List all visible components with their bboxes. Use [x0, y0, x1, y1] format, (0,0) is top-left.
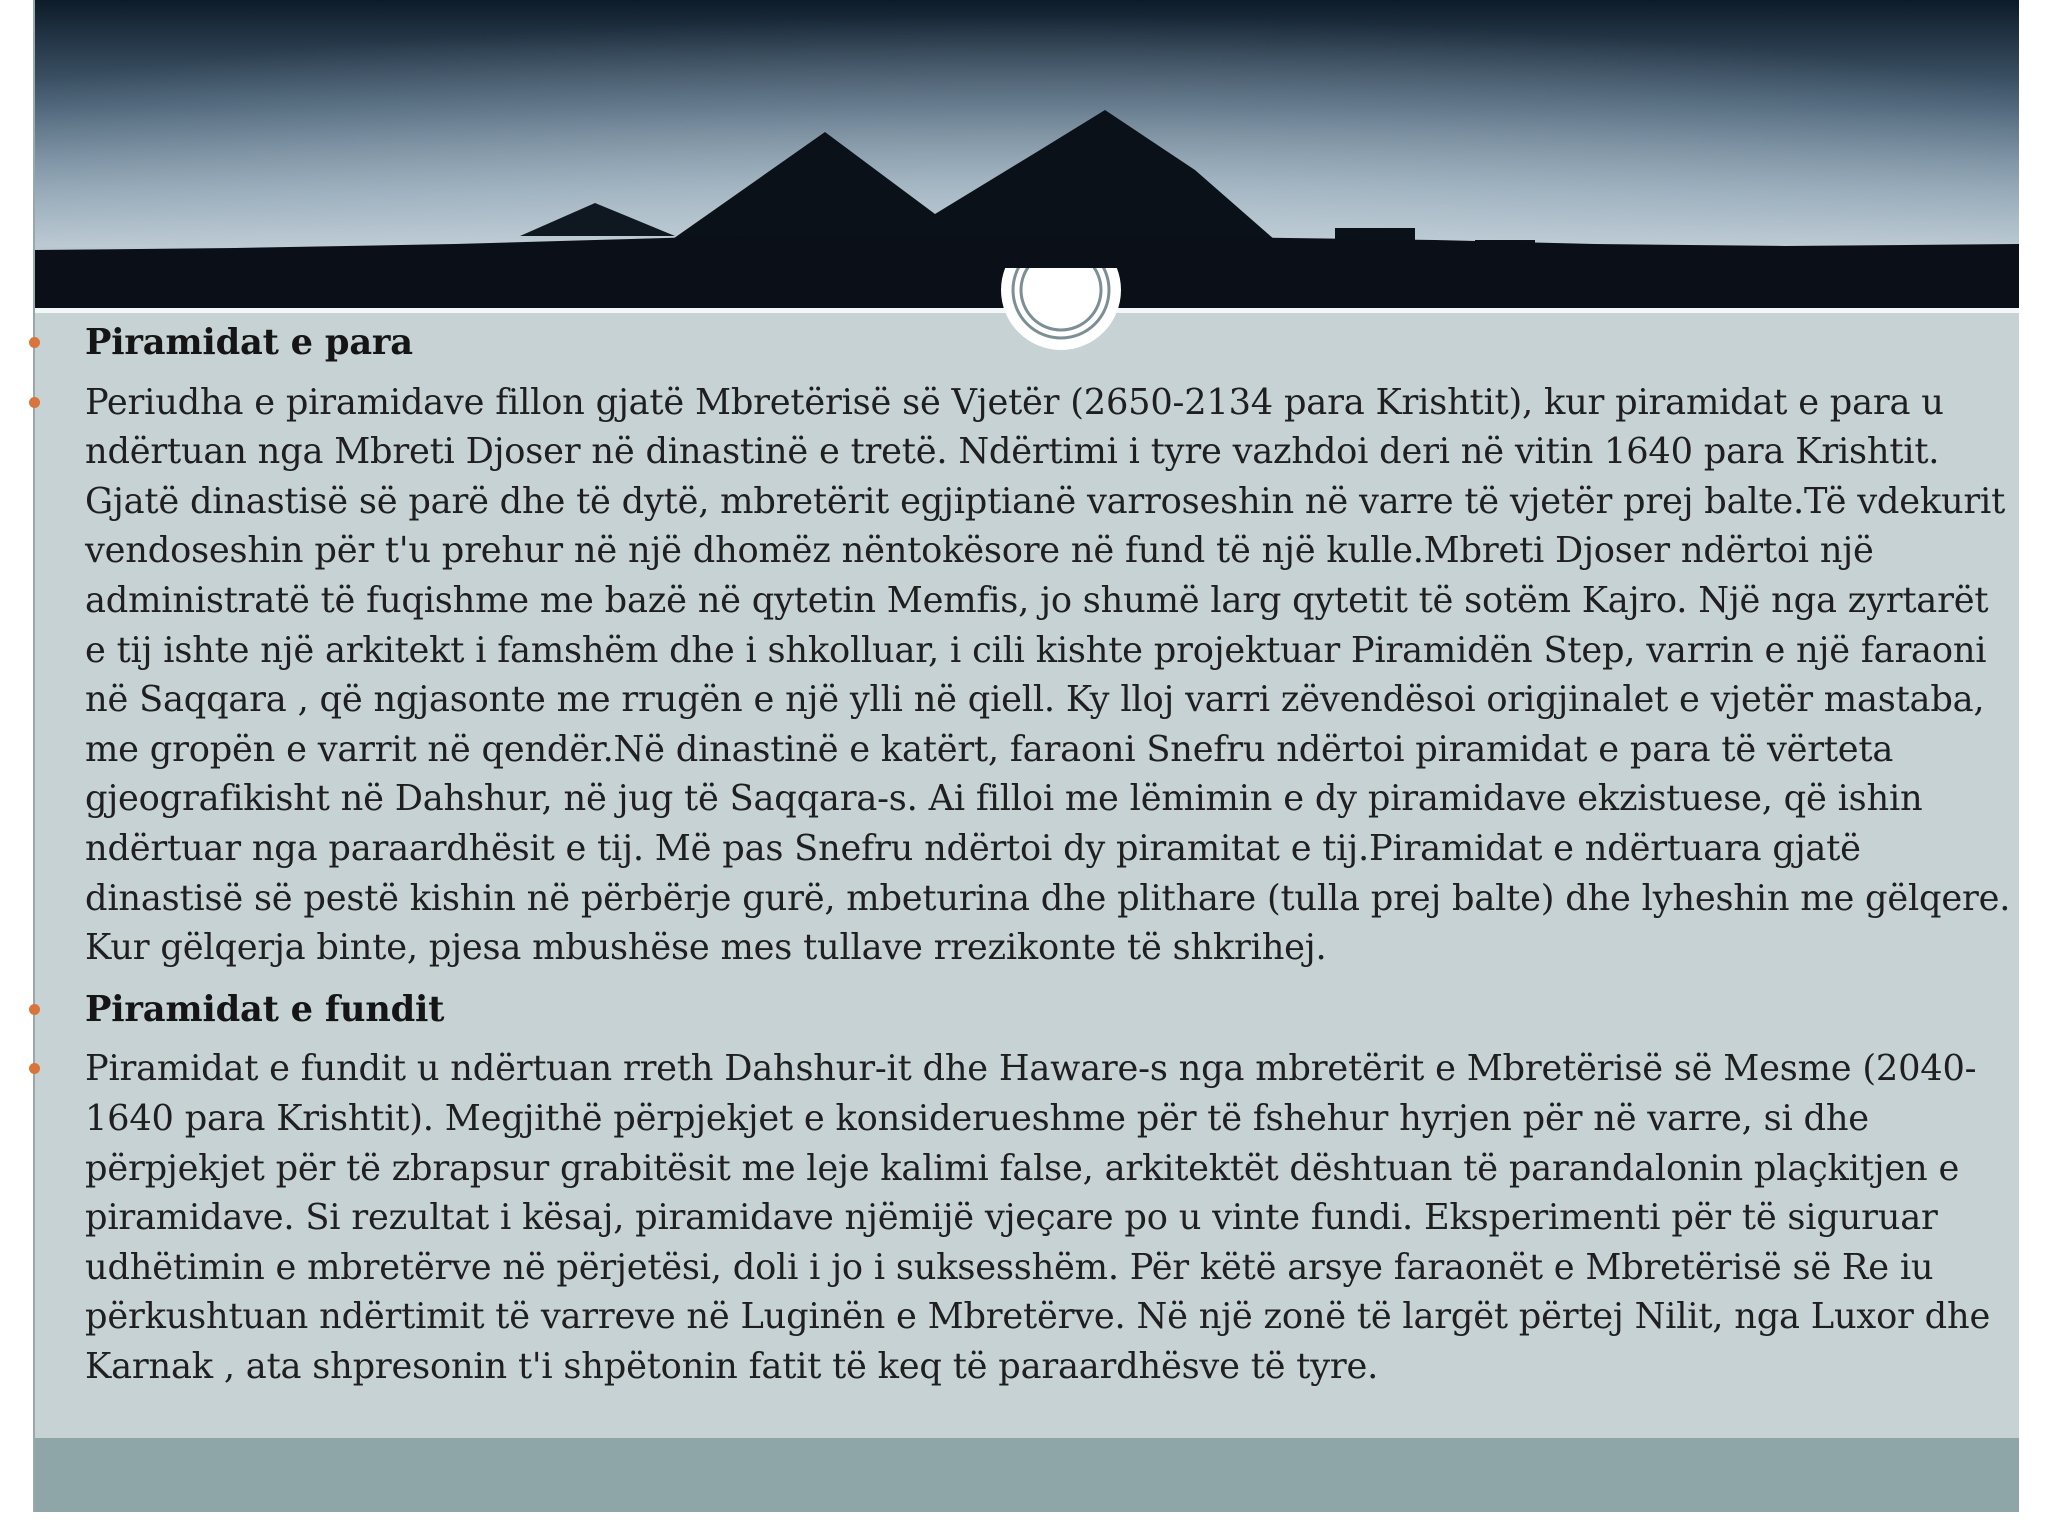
section-heading: Piramidat e para [35, 318, 2019, 368]
bullet-icon [29, 1063, 40, 1074]
slide-content [35, 318, 2019, 1403]
pyramids-silhouette-image [35, 0, 2019, 308]
bullet-icon [29, 397, 40, 408]
section-paragraph: Periudha e piramidave fillon gjatë Mbretërisë së Vjetër (2650-2134 para Krishtit), kur piramidat e para u ndërtuan nga Mbreti Djoser në dinastinë e tretë. Ndërtimi i tyre vazhdoi deri në vitin 1640 para Krishtit. Gjatë dinastisë së parë dhe të dytë, mbretërit egjiptianë varroseshin në varre të vjetër prej balte.Të vdekurit vendoseshin për t'u prehur në një dhomëz nëntokësore në fund të një kulle.Mbreti Djoser ndërtoi një administratë të fuqishme me bazë në qytetin Memfis, jo shumë larg qytetit të sotëm Kajro. Një nga zyrtarët e tij ishte një arkitekt i famshëm dhe i shkolluar, i cili kishte projektuar Piramidën Step, varrin e një faraoni në Saqqara , që ngjasonte me rrugën e një ylli në qiell. Ky lloj varri zëvendësoi origjinalet e vjetër mastaba, me gropën e varrit në qendër.Në dinastinë e katërt, faraoni Snefru ndërtoi piramidat e para të vërteta gjeografikisht në Dahshur, në jug të Saqqara-s. Ai filloi me lëmimin e dy piramidave ekzistuese, që ishin ndërtuar nga paraardhësit e tij. Më pas Snefru ndërtoi dy piramitat e tij.Piramidat e ndërtuara gjatë dinastisë së pestë kishin në përbërje gurë, mbeturina dhe plithare (tulla prej balte) dhe lyheshin me gëlqere. Kur gëlqerja binte, pjesa mbushëse mes tullave rrezikonte të shkrihej. [35, 378, 2019, 973]
section-heading: Piramidat e fundit [35, 985, 2019, 1035]
footer-band [35, 1438, 2019, 1512]
section-paragraph: Piramidat e fundit u ndërtuan rreth Dahshur-it dhe Haware-s nga mbretërit e Mbretërisë së Mesme (2040-1640 para Krishtit). Megjithë përpjekjet e konsiderueshme për të fshehur hyrjen për në varre, si dhe përpjekjet për të zbrapsur grabitësit me leje kalimi false, arkitektët dështuan të parandalonin plaçkitjen e piramidave. Si rezultat i kësaj, piramidave njëmijë vjeçare po u vinte fundi. Eksperimenti për të siguruar udhëtimin e mbretërve në përjetësi, doli i jo i suksesshëm. Për këtë arsye faraonët e Mbretërisë së Re iu përkushtuan ndërtimit të varreve në Luginën e Mbretërve. Në një zonë të largët përtej Nilit, nga Luxor dhe Karnak , ata shpresonin t'i shpëtonin fatit të keq të paraardhësve të tyre. [35, 1044, 2019, 1391]
bullet-icon [29, 1004, 40, 1015]
bullet-icon [29, 337, 40, 348]
slide [33, 0, 2019, 1512]
